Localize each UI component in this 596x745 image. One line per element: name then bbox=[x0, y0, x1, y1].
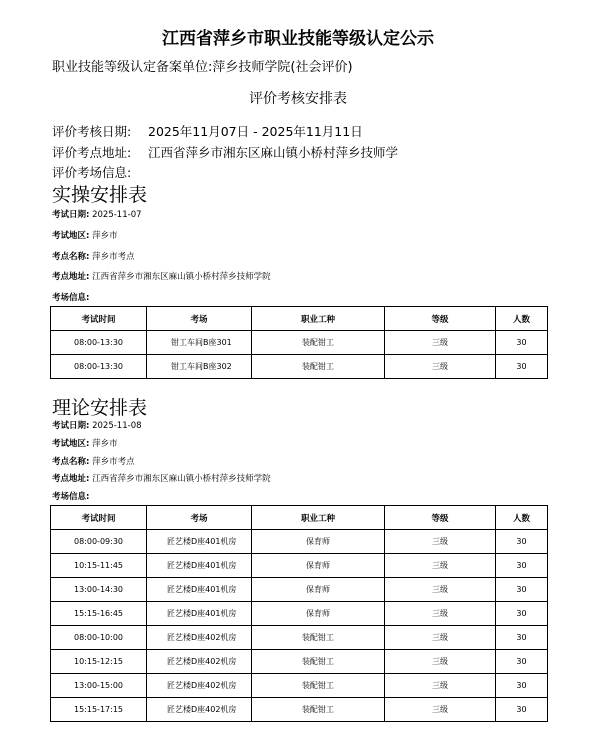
theory-address-label: 考点地址: bbox=[52, 474, 90, 484]
exam-address-line bbox=[52, 143, 398, 161]
table-row bbox=[51, 698, 548, 722]
theory-date bbox=[52, 419, 142, 431]
table-row bbox=[51, 530, 548, 554]
cell-count: 30 bbox=[496, 698, 548, 722]
cell-time: 13:00-15:00 bbox=[51, 674, 147, 698]
practical-table bbox=[50, 306, 548, 379]
cell-level: 三级 bbox=[385, 602, 496, 626]
col-exam-room: 考场 bbox=[147, 506, 252, 530]
page-title: 江西省萍乡市职业技能等级认定公示 bbox=[162, 29, 434, 49]
table-row bbox=[51, 578, 548, 602]
col-exam-time: 考试时间 bbox=[51, 307, 147, 331]
cell-time: 10:15-12:15 bbox=[51, 650, 147, 674]
practical-region bbox=[52, 229, 118, 241]
cell-time: 08:00-09:30 bbox=[51, 530, 147, 554]
cell-time: 15:15-16:45 bbox=[51, 602, 147, 626]
cell-time: 08:00-13:30 bbox=[51, 355, 147, 379]
theory-region bbox=[52, 437, 118, 449]
col-level: 等级 bbox=[385, 506, 496, 530]
cell-room: 匠艺楼D座402机房 bbox=[147, 650, 252, 674]
cell-room: 钳工车间B座302 bbox=[147, 355, 252, 379]
cell-count: 30 bbox=[496, 530, 548, 554]
cell-level: 三级 bbox=[385, 530, 496, 554]
cell-count: 30 bbox=[496, 602, 548, 626]
theory-date-label: 考试日期: bbox=[52, 421, 90, 431]
col-exam-room: 考场 bbox=[147, 307, 252, 331]
cell-room: 匠艺楼D座402机房 bbox=[147, 674, 252, 698]
cell-occupation: 装配钳工 bbox=[252, 674, 385, 698]
cell-level: 三级 bbox=[385, 674, 496, 698]
cell-level: 三级 bbox=[385, 355, 496, 379]
cell-level: 三级 bbox=[385, 331, 496, 355]
cell-occupation: 保育师 bbox=[252, 578, 385, 602]
exam-venue-line bbox=[52, 163, 148, 181]
theory-address-value: 江西省萍乡市湘东区麻山镇小桥村萍乡技师学院 bbox=[92, 474, 271, 484]
practical-date bbox=[52, 208, 142, 220]
cell-time: 08:00-10:00 bbox=[51, 626, 147, 650]
theory-region-value: 萍乡市 bbox=[92, 439, 118, 449]
cell-occupation: 保育师 bbox=[252, 554, 385, 578]
cell-count: 30 bbox=[496, 674, 548, 698]
exam-address-label: 评价考点地址: bbox=[52, 145, 132, 160]
schedule-subtitle: 评价考核安排表 bbox=[249, 91, 347, 107]
cell-count: 30 bbox=[496, 626, 548, 650]
cell-occupation: 装配钳工 bbox=[252, 698, 385, 722]
cell-level: 三级 bbox=[385, 698, 496, 722]
exam-date-label: 评价考核日期: bbox=[52, 124, 132, 139]
table-row bbox=[51, 674, 548, 698]
table-row bbox=[51, 355, 548, 379]
cell-room: 匠艺楼D座401机房 bbox=[147, 602, 252, 626]
col-count: 人数 bbox=[496, 506, 548, 530]
cell-occupation: 装配钳工 bbox=[252, 626, 385, 650]
exam-date-value: 2025年11月07日 - 2025年11月11日 bbox=[148, 124, 363, 139]
theory-table bbox=[50, 505, 548, 722]
cell-occupation: 保育师 bbox=[252, 530, 385, 554]
practical-site-value: 萍乡市考点 bbox=[92, 252, 135, 262]
cell-time: 15:15-17:15 bbox=[51, 698, 147, 722]
theory-site-label: 考点名称: bbox=[52, 457, 90, 467]
practical-site bbox=[52, 250, 135, 262]
cell-count: 30 bbox=[496, 554, 548, 578]
cell-count: 30 bbox=[496, 578, 548, 602]
cell-occupation: 装配钳工 bbox=[252, 331, 385, 355]
table-row bbox=[51, 554, 548, 578]
cell-level: 三级 bbox=[385, 578, 496, 602]
cell-count: 30 bbox=[496, 355, 548, 379]
col-level: 等级 bbox=[385, 307, 496, 331]
table-row bbox=[51, 650, 548, 674]
theory-date-value: 2025-11-08 bbox=[92, 421, 142, 431]
cell-room: 钳工车间B座301 bbox=[147, 331, 252, 355]
cell-occupation: 装配钳工 bbox=[252, 650, 385, 674]
cell-room: 匠艺楼D座401机房 bbox=[147, 578, 252, 602]
cell-room: 匠艺楼D座401机房 bbox=[147, 530, 252, 554]
theory-region-label: 考试地区: bbox=[52, 439, 90, 449]
cell-level: 三级 bbox=[385, 626, 496, 650]
table-header-row bbox=[51, 307, 548, 331]
col-occupation: 职业工种 bbox=[252, 506, 385, 530]
cell-count: 30 bbox=[496, 331, 548, 355]
theory-site-value: 萍乡市考点 bbox=[92, 457, 135, 467]
cell-level: 三级 bbox=[385, 650, 496, 674]
practical-address bbox=[52, 270, 271, 282]
cell-level: 三级 bbox=[385, 554, 496, 578]
cell-room: 匠艺楼D座402机房 bbox=[147, 698, 252, 722]
filing-unit: 职业技能等级认定备案单位:萍乡技师学院(社会评价) bbox=[52, 60, 353, 75]
practical-date-label: 考试日期: bbox=[52, 210, 90, 220]
cell-occupation: 保育师 bbox=[252, 602, 385, 626]
practical-room-label: 考场信息: bbox=[52, 293, 90, 303]
practical-address-label: 考点地址: bbox=[52, 272, 90, 282]
practical-heading: 实操安排表 bbox=[52, 184, 148, 206]
cell-room: 匠艺楼D座401机房 bbox=[147, 554, 252, 578]
practical-region-label: 考试地区: bbox=[52, 231, 90, 241]
cell-time: 10:15-11:45 bbox=[51, 554, 147, 578]
col-count: 人数 bbox=[496, 307, 548, 331]
table-header-row bbox=[51, 506, 548, 530]
practical-date-value: 2025-11-07 bbox=[92, 210, 142, 220]
theory-room bbox=[52, 490, 89, 502]
cell-room: 匠艺楼D座402机房 bbox=[147, 626, 252, 650]
practical-room bbox=[52, 291, 89, 303]
theory-room-label: 考场信息: bbox=[52, 492, 90, 502]
theory-site bbox=[52, 455, 135, 467]
cell-time: 08:00-13:30 bbox=[51, 331, 147, 355]
exam-date-line bbox=[52, 122, 363, 140]
theory-heading: 理论安排表 bbox=[52, 397, 148, 419]
cell-count: 30 bbox=[496, 650, 548, 674]
practical-site-label: 考点名称: bbox=[52, 252, 90, 262]
col-exam-time: 考试时间 bbox=[51, 506, 147, 530]
practical-address-value: 江西省萍乡市湘东区麻山镇小桥村萍乡技师学院 bbox=[92, 272, 271, 282]
table-row bbox=[51, 626, 548, 650]
practical-region-value: 萍乡市 bbox=[92, 231, 118, 241]
exam-venue-label: 评价考场信息: bbox=[52, 165, 132, 180]
table-row bbox=[51, 331, 548, 355]
cell-occupation: 装配钳工 bbox=[252, 355, 385, 379]
exam-address-value: 江西省萍乡市湘东区麻山镇小桥村萍乡技师学 bbox=[148, 145, 399, 160]
theory-address bbox=[52, 472, 271, 484]
cell-time: 13:00-14:30 bbox=[51, 578, 147, 602]
col-occupation: 职业工种 bbox=[252, 307, 385, 331]
table-row bbox=[51, 602, 548, 626]
